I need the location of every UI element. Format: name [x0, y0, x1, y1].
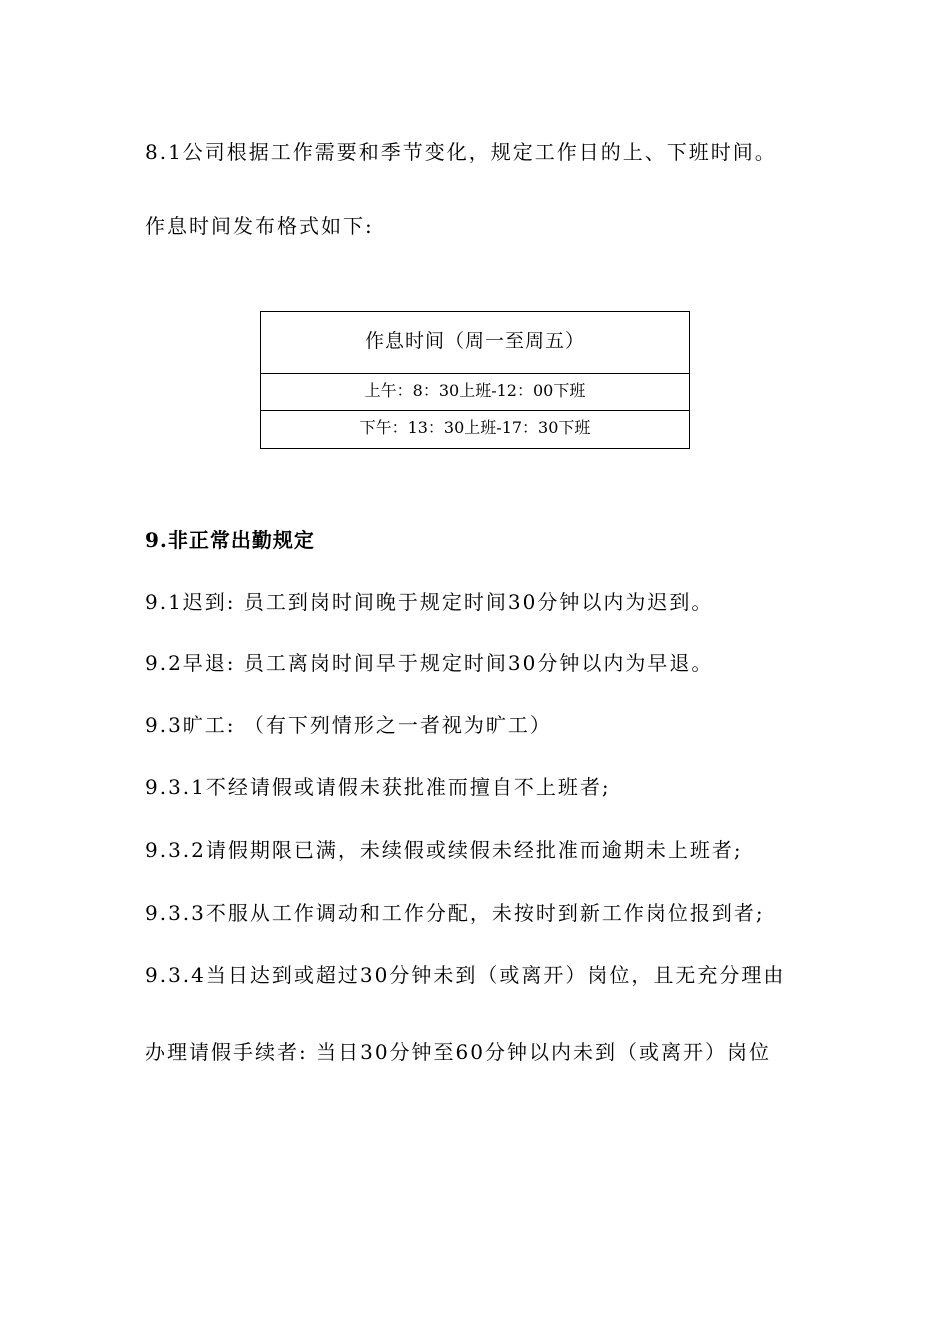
rule-9-3-absence: 9.3旷工: （有下列情形之一者视为旷工）: [145, 713, 552, 737]
schedule-morning-row: 上午：8：30上班-12：00下班: [261, 374, 689, 411]
schedule-table: [260, 311, 690, 449]
rule-9-3-4: 9.3.4当日达到或超过30分钟未到（或离开）岗位，且无充分理由: [145, 963, 786, 987]
rule-9-3-3: 9.3.3不服从工作调动和工作分配，未按时到新工作岗位报到者;: [145, 901, 765, 925]
rule-9-2-early-leave: 9.2早退: 员工离岗时间早于规定时间30分钟以内为早退。: [145, 651, 714, 675]
rule-9-3-2: 9.3.2请假期限已满，未续假或续假未经批准而逾期未上班者;: [145, 838, 743, 862]
section-9-heading: 9.非正常出勤规定: [145, 528, 315, 552]
rule-9-3-4-continued: 办理请假手续者: 当日30分钟至60分钟以内未到（或离开）岗位: [145, 1040, 771, 1064]
rule-9-1-late: 9.1迟到: 员工到岗时间晚于规定时间30分钟以内为迟到。: [145, 590, 714, 614]
rule-8-1-paragraph: 8.1公司根据工作需要和季节变化，规定工作日的上、下班时间。: [145, 140, 777, 164]
rule-9-3-1: 9.3.1不经请假或请假未获批准而擅自不上班者;: [145, 775, 611, 799]
schedule-format-label: 作息时间发布格式如下:: [145, 214, 374, 238]
schedule-table-title: 作息时间（周一至周五）: [261, 312, 689, 374]
schedule-afternoon-row: 下午：13：30上班-17：30下班: [359, 418, 591, 437]
